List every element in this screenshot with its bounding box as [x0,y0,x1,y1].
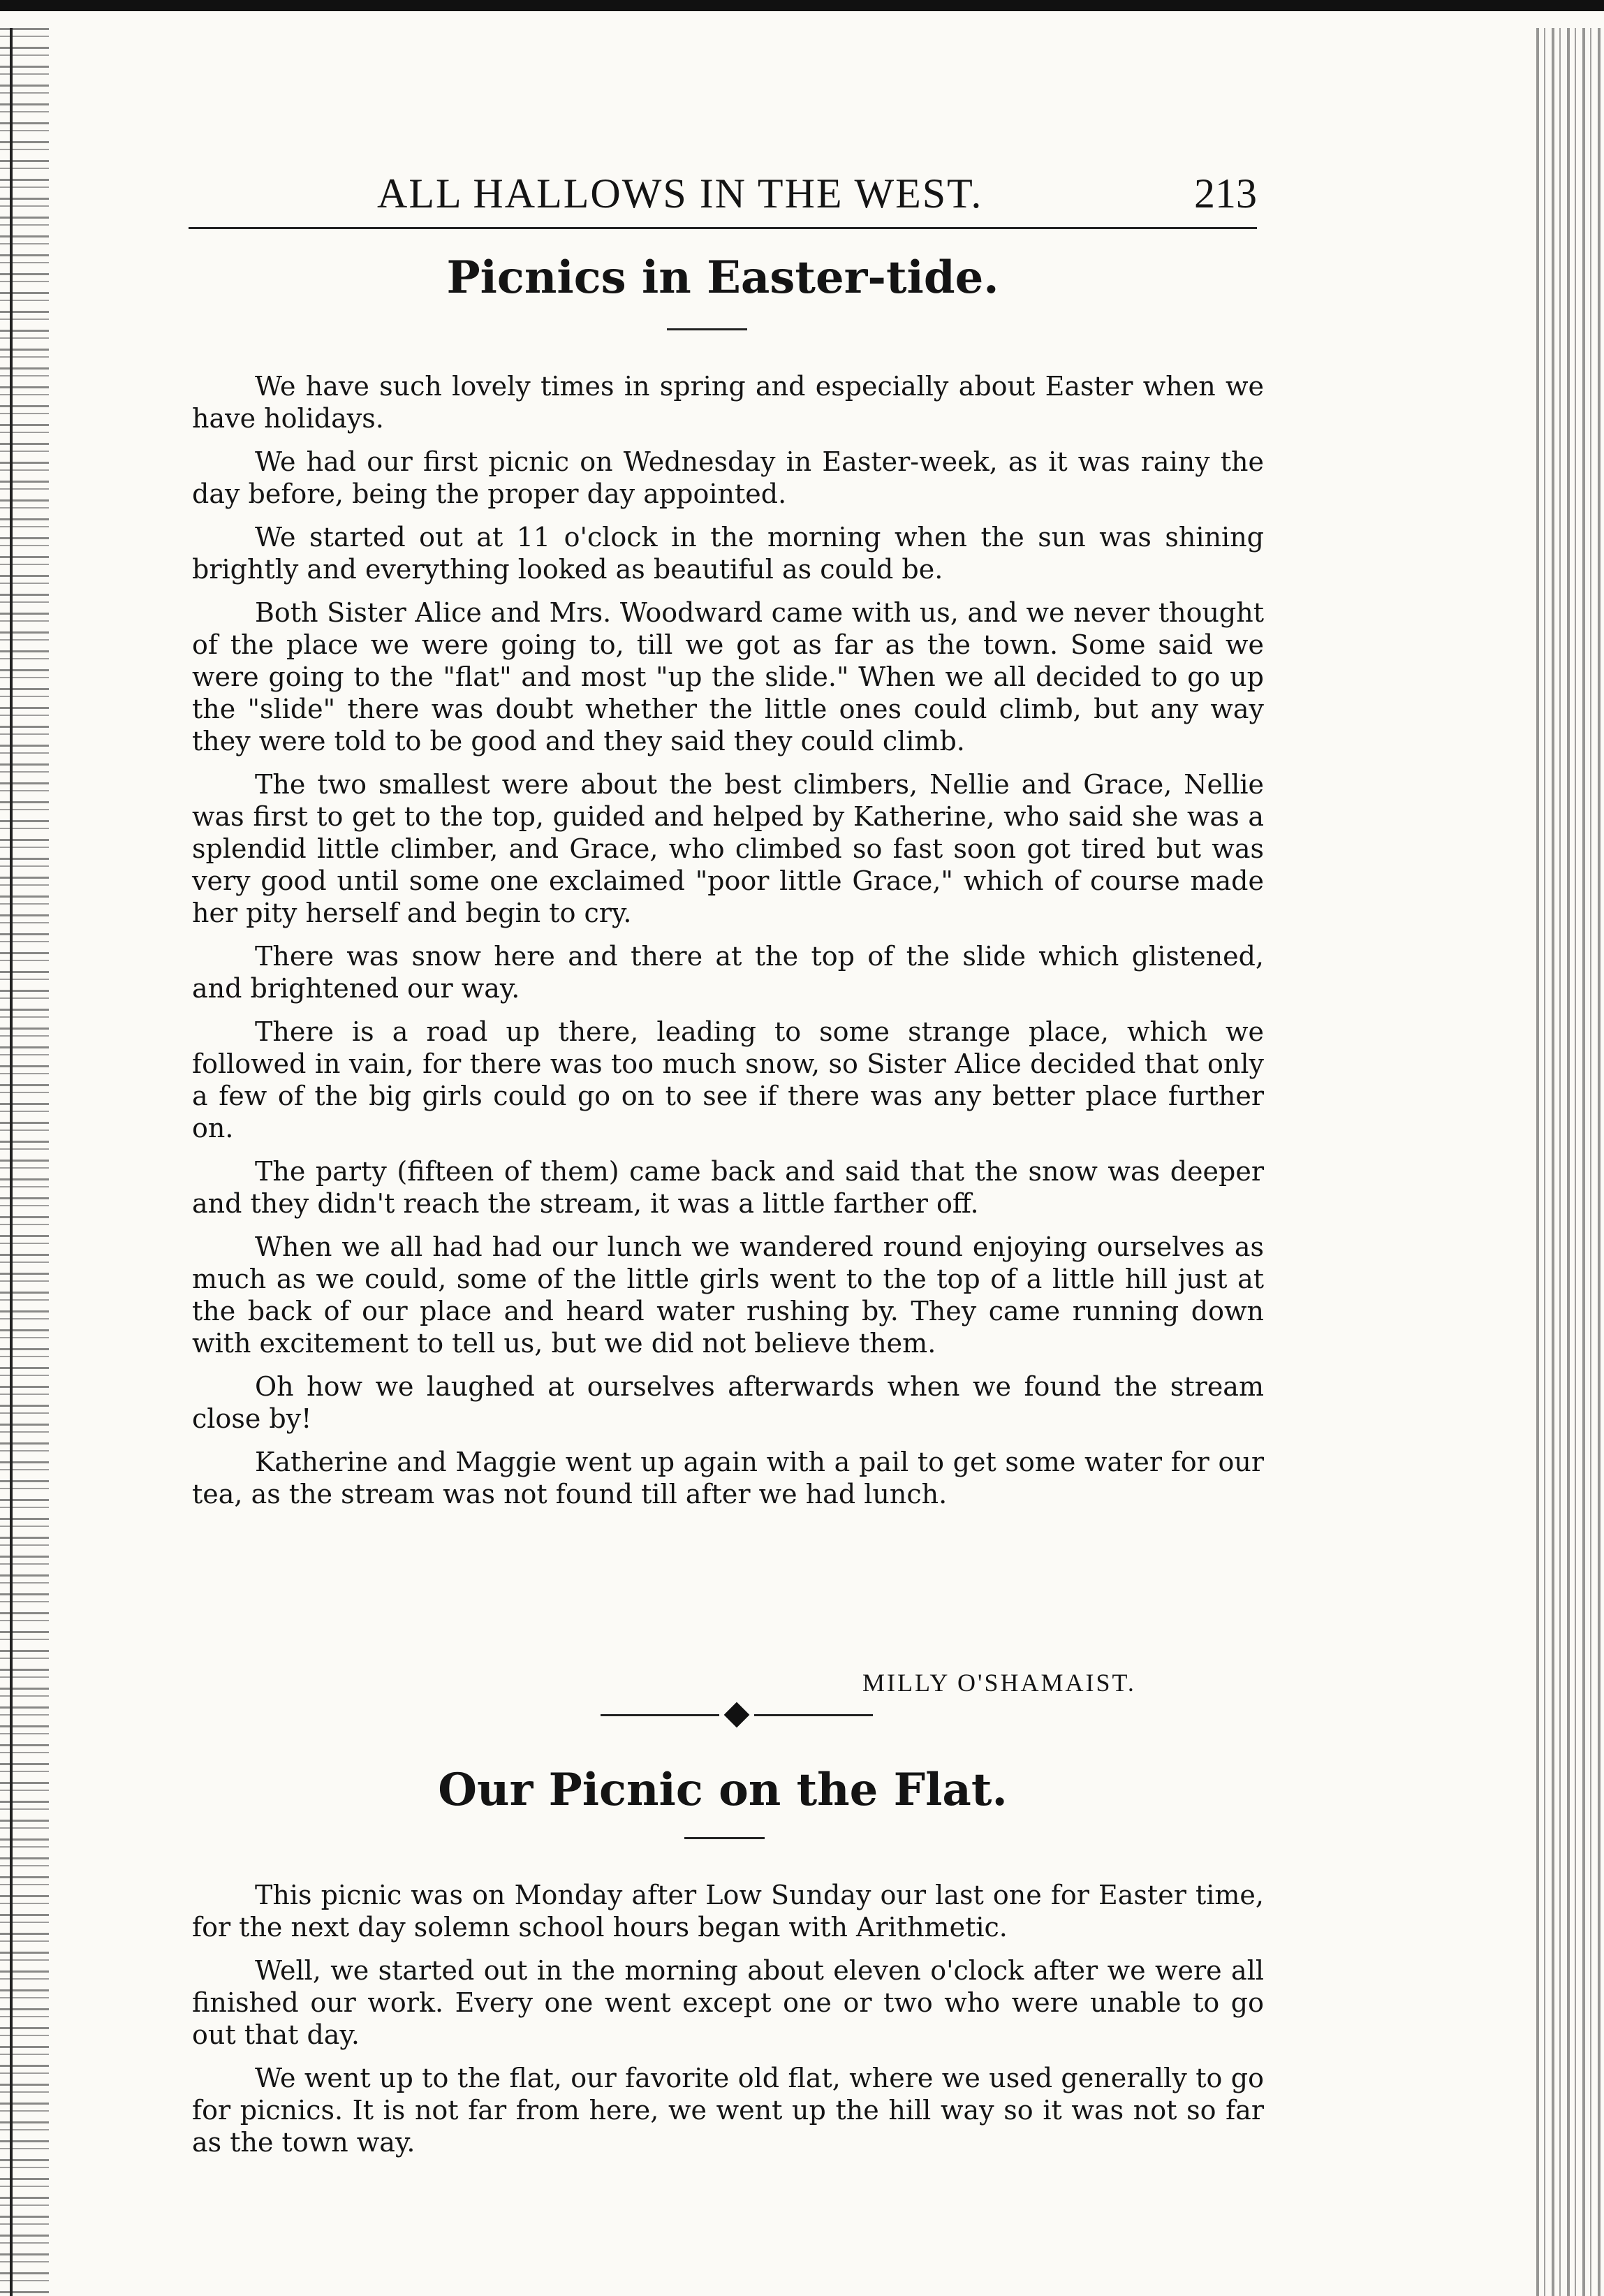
paragraph: There was snow here and there at the top of the slide which glistened, and brightened our way. [192,941,1264,1004]
paragraph: Well, we started out in the morning about eleven o'clock after we were all finished our work. Every one went except one or two who were unable to go out that day. [192,1955,1264,2050]
article-title-our-picnic-on-the-flat: Our Picnic on the Flat. [438,1764,1008,1816]
running-title: ALL HALLOWS IN THE WEST. [377,170,983,217]
left-binding-edge [0,28,49,2296]
diamond-icon [724,1702,750,1728]
paragraph: Oh how we laughed at ourselves afterwards when we found the stream close by! [192,1371,1264,1434]
paragraph: There is a road up there, leading to some strange place, which we followed in vain, for there was too much snow, so Sister Alice decided that only a few of the big girls could go on to see if there was any better place further on. [192,1016,1264,1143]
paragraph: Both Sister Alice and Mrs. Woodward came with us, and we never thought of the place we were going to, till we got as far as the town. Some said we were going to the "flat" and most "up the slide." When we all decided to go up the "slide" there was doubt whether the little ones could climb, but any way they were told to be good and they said they could climb. [192,597,1264,756]
divider-line-left [601,1714,719,1716]
article-our-picnic-on-the-flat [192,1879,1264,2170]
signature: MILLY O'SHAMAIST. [862,1669,1136,1697]
page-number: 213 [1194,170,1257,217]
paragraph: When we all had had our lunch we wandered round enjoying ourselves as much as we could, some of the little girls went to the top of a little hill just at the back of our place and heard water rushing by. They came running down with excitement to tell us, but we did not believe them. [192,1231,1264,1359]
section-divider-ornament [601,1704,873,1725]
title-rule [684,1837,765,1839]
paragraph: This picnic was on Monday after Low Sunday our last one for Easter time, for the next day solemn school hours began with Arithmetic. [192,1880,1264,1943]
left-margin-line [10,28,13,2296]
paragraph: Katherine and Maggie went up again with a pail to get some water for our tea, as the stream was not found till after we had lunch. [192,1447,1264,1509]
header-rule [189,227,1257,229]
right-page-edge [1536,28,1604,2296]
paragraph: The party (fifteen of them) came back and said that the snow was deeper and they didn't reach the stream, it was a little farther off. [192,1156,1264,1219]
paragraph: We started out at 11 o'clock in the morning when the sun was shining brightly and everything looked as beautiful as could be. [192,522,1264,585]
top-border [0,0,1604,11]
running-header [189,170,1257,227]
divider-line-right [754,1714,873,1716]
article-title-picnics-in-easter-tide: Picnics in Easter-tide. [446,251,999,304]
paragraph: We had our first picnic on Wednesday in Easter-week, as it was rainy the day before, being the proper day appointed. [192,446,1264,509]
title-rule [667,328,747,330]
paragraph: We went up to the flat, our favorite old flat, where we used generally to go for picnics. It is not far from here, we went up the hill way so it was not so far as the town way. [192,2063,1264,2158]
article-picnics-in-easter-tide [192,370,1264,1521]
paragraph: The two smallest were about the best climbers, Nellie and Grace, Nellie was first to get to the top, guided and helped by Katherine, who said she was a splendid little climber, and Grace, who climbed so fast soon got tired but was very good until some one exclaimed "poor little Grace," which of course made her pity herself and begin to cry. [192,769,1264,928]
paragraph: We have such lovely times in spring and especially about Easter when we have holidays. [192,371,1264,434]
